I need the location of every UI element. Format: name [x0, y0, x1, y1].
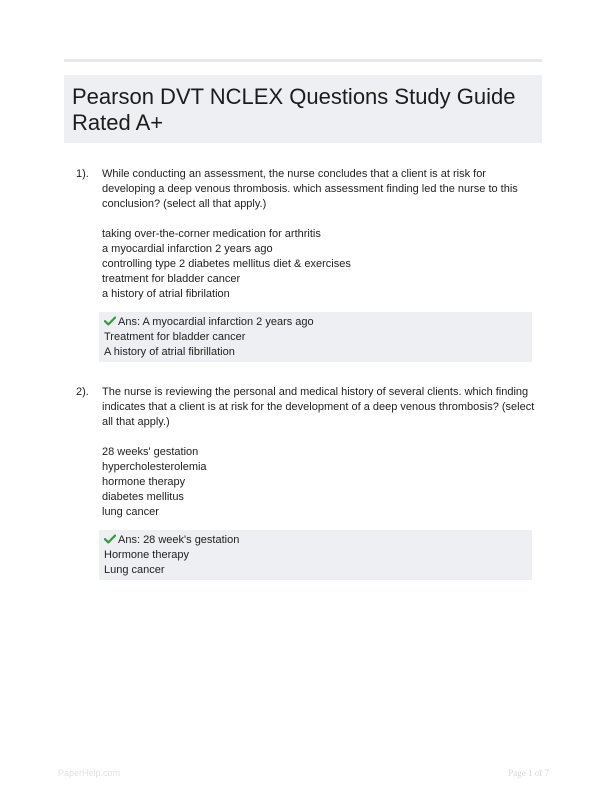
page-number: Page 1 of 7	[508, 768, 549, 778]
option-item: taking over-the-corner medication for arthritis	[102, 228, 321, 240]
option-list	[102, 227, 542, 302]
answer-box	[99, 530, 532, 580]
question-stem: The nurse is reviewing the personal and medical history of several clients. which finding indicates that a client is at risk for the development of a deep venous thrombosis? (select all that apply.)	[102, 386, 535, 428]
option-list	[102, 445, 542, 520]
option-item: lung cancer	[102, 506, 159, 518]
option-item: a myocardial infarction 2 years ago	[102, 243, 273, 255]
top-divider	[64, 59, 542, 62]
option-item: controlling type 2 diabetes mellitus diet & exercises	[102, 258, 351, 270]
option-item: a history of atrial fibrilation	[102, 288, 230, 300]
answer-line: A history of atrial fibrillation	[104, 346, 235, 358]
option-item: diabetes mellitus	[102, 491, 184, 503]
option-item: hypercholesterolemia	[102, 461, 207, 473]
question-number: 1).	[76, 168, 89, 180]
question-item	[64, 167, 542, 362]
answer-line: Hormone therapy	[104, 549, 189, 561]
answer-line	[104, 315, 527, 330]
option-item: hormone therapy	[102, 476, 186, 488]
answer-text: Ans: A myocardial infarction 2 years ago	[118, 316, 314, 328]
question-body	[102, 167, 542, 362]
footer-watermark: PaperHelp.com	[58, 768, 121, 778]
title-banner	[64, 75, 542, 143]
question-body	[102, 385, 542, 580]
answer-line	[104, 533, 527, 548]
question-stem: While conducting an assessment, the nurse concludes that a client is at risk for developing a deep venous thrombosis. which assessment finding led the nurse to this conclusion? (select all that apply.)	[102, 168, 518, 210]
question-item	[64, 385, 542, 580]
check-icon	[104, 534, 116, 544]
option-item: 28 weeks' gestation	[102, 446, 199, 458]
answer-line: Treatment for bladder cancer	[104, 331, 246, 343]
document-title: Pearson DVT NCLEX Questions Study Guide Rated A+	[72, 84, 516, 135]
answer-line: Lung cancer	[104, 564, 165, 576]
answer-text: Ans: 28 week's gestation	[118, 534, 240, 546]
check-icon	[104, 316, 116, 326]
question-number: 2).	[76, 386, 89, 398]
option-item: treatment for bladder cancer	[102, 273, 241, 285]
answer-box	[99, 312, 532, 362]
